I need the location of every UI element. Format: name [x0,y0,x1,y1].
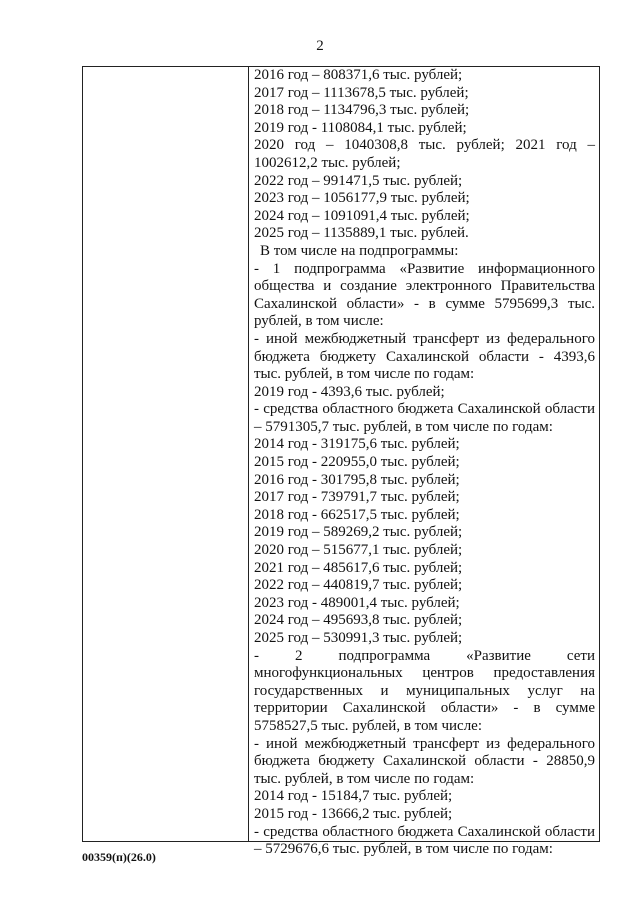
funding-line: 2015 год - 220955,0 тыс. рублей; [254,454,460,471]
funding-line: 2018 год - 662517,5 тыс. рублей; [254,506,460,523]
document-code: 00359(п)(26.0) [82,850,156,864]
funding-line: 2025 год – 1135889,1 тыс. рублей. [254,225,469,242]
funding-paragraph: - 1 подпрограмма «Развитие информационного общества и создание электронного Правительства Сахалинской области» - в сумме 5795699,3 тыс. рублей, в том числе: [254,260,595,330]
funding-line: 2014 год - 319175,6 тыс. рублей; [254,436,460,453]
funding-paragraph: - средства областного бюджета Сахалинской области – 5791305,7 тыс. рублей, в том числе по годам: [254,401,595,435]
funding-line: 2017 год – 1113678,5 тыс. рублей; [254,84,469,101]
funding-line: 2019 год - 1108084,1 тыс. рублей; [254,119,467,136]
funding-paragraph: - 2 подпрограмма «Развитие сети многофункциональных центров предоставления государственных и муниципальных услуг на территории Сахалинской области» - в сумме 5758527,5 тыс. рублей, в том числе: [254,647,595,734]
funding-line: 2021 год – 485617,6 тыс. рублей; [254,559,463,576]
funding-line: 2020 год – 515677,1 тыс. рублей; [254,542,463,559]
funding-paragraph: - иной межбюджетный трансферт из федерального бюджета бюджету Сахалинской области - 4393,6 тыс. рублей, в том числе по годам: [254,330,595,383]
table-right-column [249,67,599,858]
funding-line: 2017 год - 739791,7 тыс. рублей; [254,489,460,506]
funding-paragraph: - средства областного бюджета Сахалинской области – 5729676,6 тыс. рублей, в том числе по годам: [254,823,595,858]
funding-line: 2022 год – 991471,5 тыс. рублей; [254,172,463,189]
funding-line: 2023 год – 1056177,9 тыс. рублей; [254,190,470,207]
funding-line: 2022 год – 440819,7 тыс. рублей; [254,577,463,594]
funding-line: 2019 год – 589269,2 тыс. рублей; [254,524,463,541]
funding-line: 2024 год – 1091091,4 тыс. рублей; [254,207,470,224]
funding-line: 2014 год - 15184,7 тыс. рублей; [254,788,453,805]
funding-paragraph: - иной межбюджетный трансферт из федерального бюджета бюджету Сахалинской области - 28850,9 тыс. рублей, в том числе по годам: [254,735,595,787]
funding-line: 2023 год - 489001,4 тыс. рублей; [254,594,460,611]
funding-line: 2016 год – 808371,6 тыс. рублей; [254,67,463,83]
funding-line: 2016 год - 301795,8 тыс. рублей; [254,471,460,488]
funding-paragraph: 2020 год – 1040308,8 тыс. рублей; 2021 год – 1002612,2 тыс. рублей; [254,137,595,171]
table-left-column [83,67,249,841]
funding-line: 2015 год - 13666,2 тыс. рублей; [254,805,453,822]
funding-line: 2025 год – 530991,3 тыс. рублей; [254,630,463,646]
funding-line: 2018 год – 1134796,3 тыс. рублей; [254,102,470,119]
page-number: 2 [316,38,324,54]
funding-line: 2024 год – 495693,8 тыс. рублей; [254,612,463,629]
funding-line: В том числе на подпрограммы: [260,242,459,259]
funding-line: 2019 год - 4393,6 тыс. рублей; [254,383,445,400]
